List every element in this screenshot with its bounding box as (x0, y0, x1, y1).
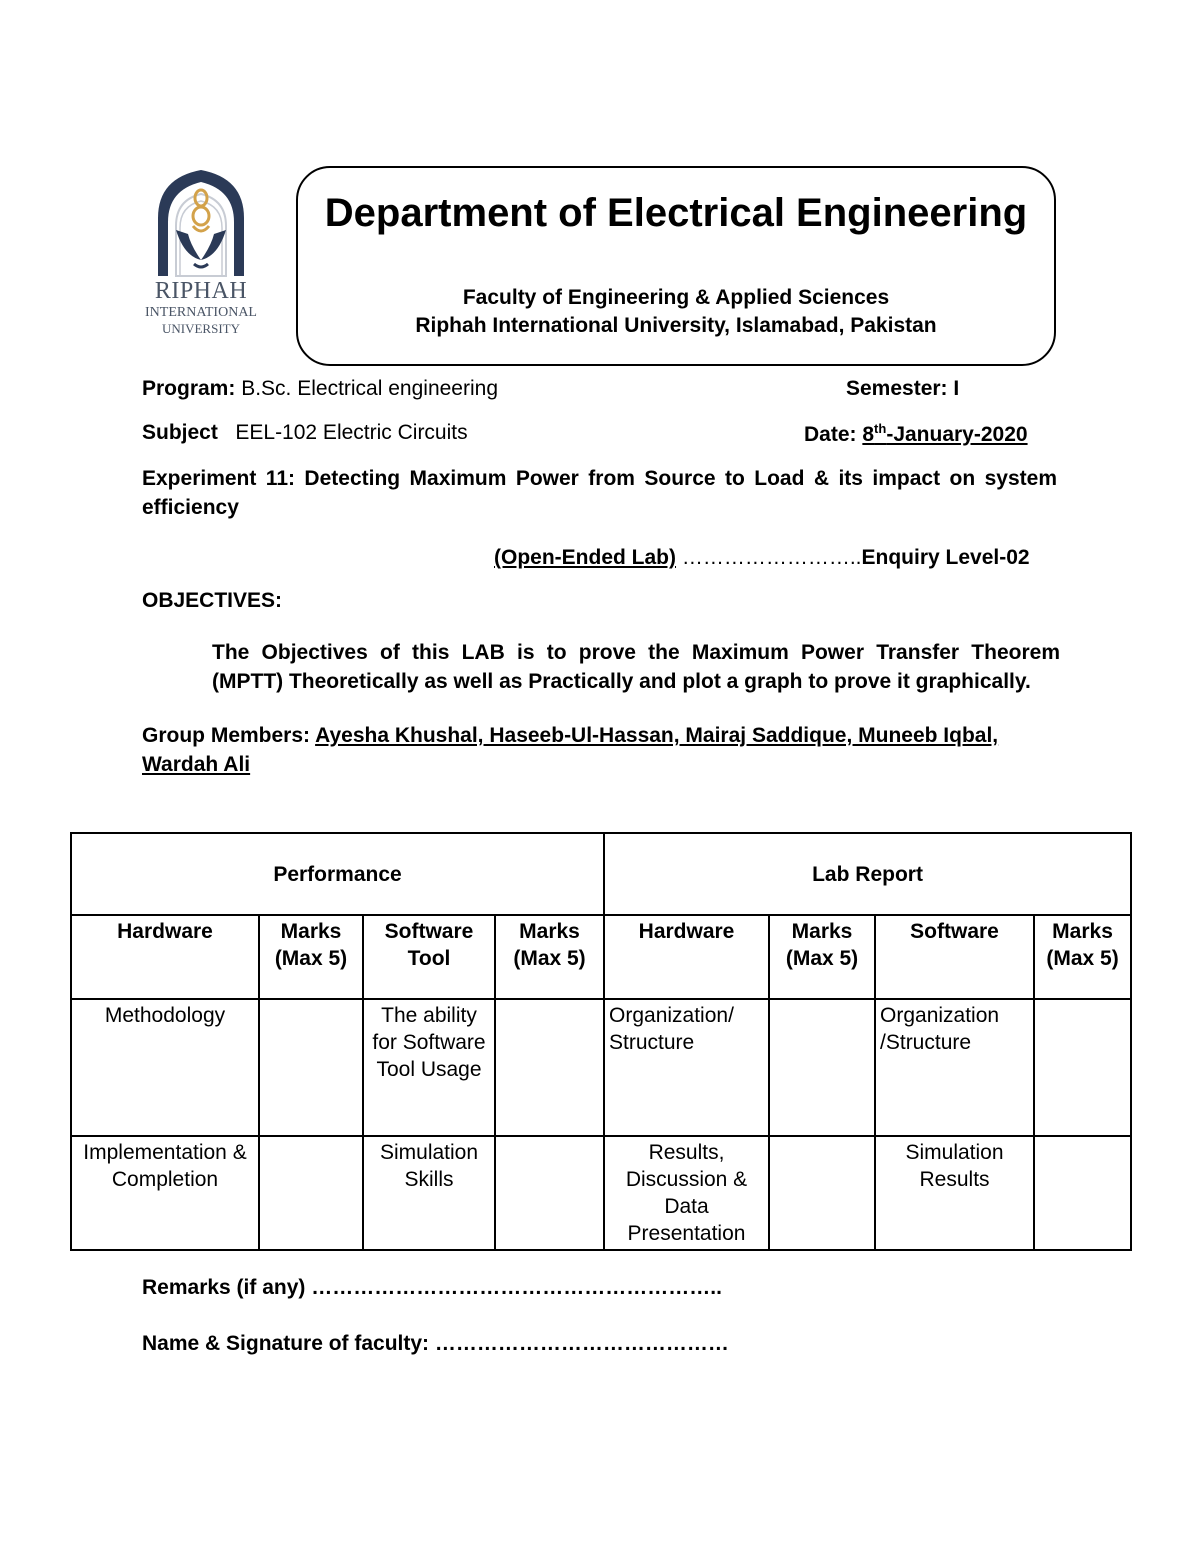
date-label: Date: (804, 423, 863, 446)
table-header-row (71, 915, 1131, 999)
remarks-label: Remarks (if any) (142, 1276, 312, 1299)
subject-label: Subject (142, 421, 218, 444)
signature-dots: …………………………………… (434, 1332, 729, 1355)
signature-line (142, 1332, 729, 1356)
remarks-dots: ………………………………………………….. (311, 1276, 722, 1299)
lab-type-line (494, 546, 1030, 570)
table-cell: Simulation Results (875, 1136, 1034, 1250)
group-member-names: Ayesha Khushal, Haseeb-Ul-Hassan, Mairaj Saddique, Muneeb Iqbal, Wardah Ali (142, 724, 999, 776)
logo-line2: INTERNATIONAL (145, 305, 257, 320)
riphah-crest-icon (136, 168, 266, 278)
header-box (296, 166, 1056, 366)
objectives-heading: OBJECTIVES: (142, 589, 283, 612)
subject-line (142, 421, 468, 445)
program-line (142, 377, 498, 401)
table-row (71, 1136, 1131, 1250)
marks-cell (1034, 1136, 1131, 1250)
performance-header: Performance (71, 833, 604, 915)
column-header: Hardware (604, 915, 769, 999)
date-rest: -January-2020 (886, 423, 1028, 446)
marks-cell (259, 999, 363, 1136)
date-suffix: th (874, 421, 887, 436)
column-header: Marks (Max 5) (1034, 915, 1131, 999)
program-label: Program: (142, 377, 236, 400)
marks-cell (495, 999, 604, 1136)
group-label: Group Members: (142, 724, 316, 747)
column-header: Marks (Max 5) (259, 915, 363, 999)
faculty-name: Faculty of Engineering & Applied Sciences (462, 286, 890, 309)
column-header: Software Tool (363, 915, 495, 999)
department-title: Department of Electrical Engineering (324, 191, 1028, 235)
university-logo (136, 168, 266, 338)
university-name: Riphah International University, Islamabad, Pakistan (415, 314, 937, 337)
marks-cell (1034, 999, 1131, 1136)
table-cell: Organization/ Structure (604, 999, 769, 1136)
lab-type-dots: …………………….. (676, 546, 862, 569)
lab-type-label: (Open-Ended Lab) (494, 546, 676, 569)
marks-cell (769, 1136, 875, 1250)
remarks-line (142, 1276, 722, 1300)
table-cell: Implementation & Completion (71, 1136, 259, 1250)
program-value: B.Sc. Electrical engineering (235, 377, 498, 400)
rubric-table (70, 832, 1132, 1251)
column-header: Software (875, 915, 1034, 999)
marks-cell (259, 1136, 363, 1250)
experiment-title: Experiment 11: Detecting Maximum Power from Source to Load & its impact on system efficiency (142, 467, 1057, 519)
marks-cell (769, 999, 875, 1136)
subject-value: EEL-102 Electric Circuits (235, 421, 468, 444)
enquiry-level: Enquiry Level-02 (861, 546, 1030, 569)
semester: Semester: I (846, 377, 960, 400)
table-cell: Results, Discussion & Data Presentation (604, 1136, 769, 1250)
date-line (804, 421, 1028, 447)
logo-line1: RIPHAH (154, 278, 248, 304)
group-members (142, 721, 1042, 779)
objectives-text: The Objectives of this LAB is to prove the Maximum Power Transfer Theorem (MPTT) Theoretically as well as Practically and plot a graph to prove it graphically. (212, 641, 1060, 693)
table-cell: Simulation Skills (363, 1136, 495, 1250)
table-cell: The ability for Software Tool Usage (363, 999, 495, 1136)
column-header: Hardware (71, 915, 259, 999)
marks-cell (495, 1136, 604, 1250)
signature-label: Name & Signature of faculty: (142, 1332, 435, 1355)
column-header: Marks (Max 5) (769, 915, 875, 999)
lab-report-header: Lab Report (604, 833, 1131, 915)
column-header: Marks (Max 5) (495, 915, 604, 999)
logo-line3: UNIVERSITY (162, 321, 240, 336)
table-row (71, 999, 1131, 1136)
table-cell: Organization /Structure (875, 999, 1034, 1136)
date-value (862, 423, 1027, 446)
date-day: 8 (862, 423, 875, 446)
table-cell: Methodology (71, 999, 259, 1136)
